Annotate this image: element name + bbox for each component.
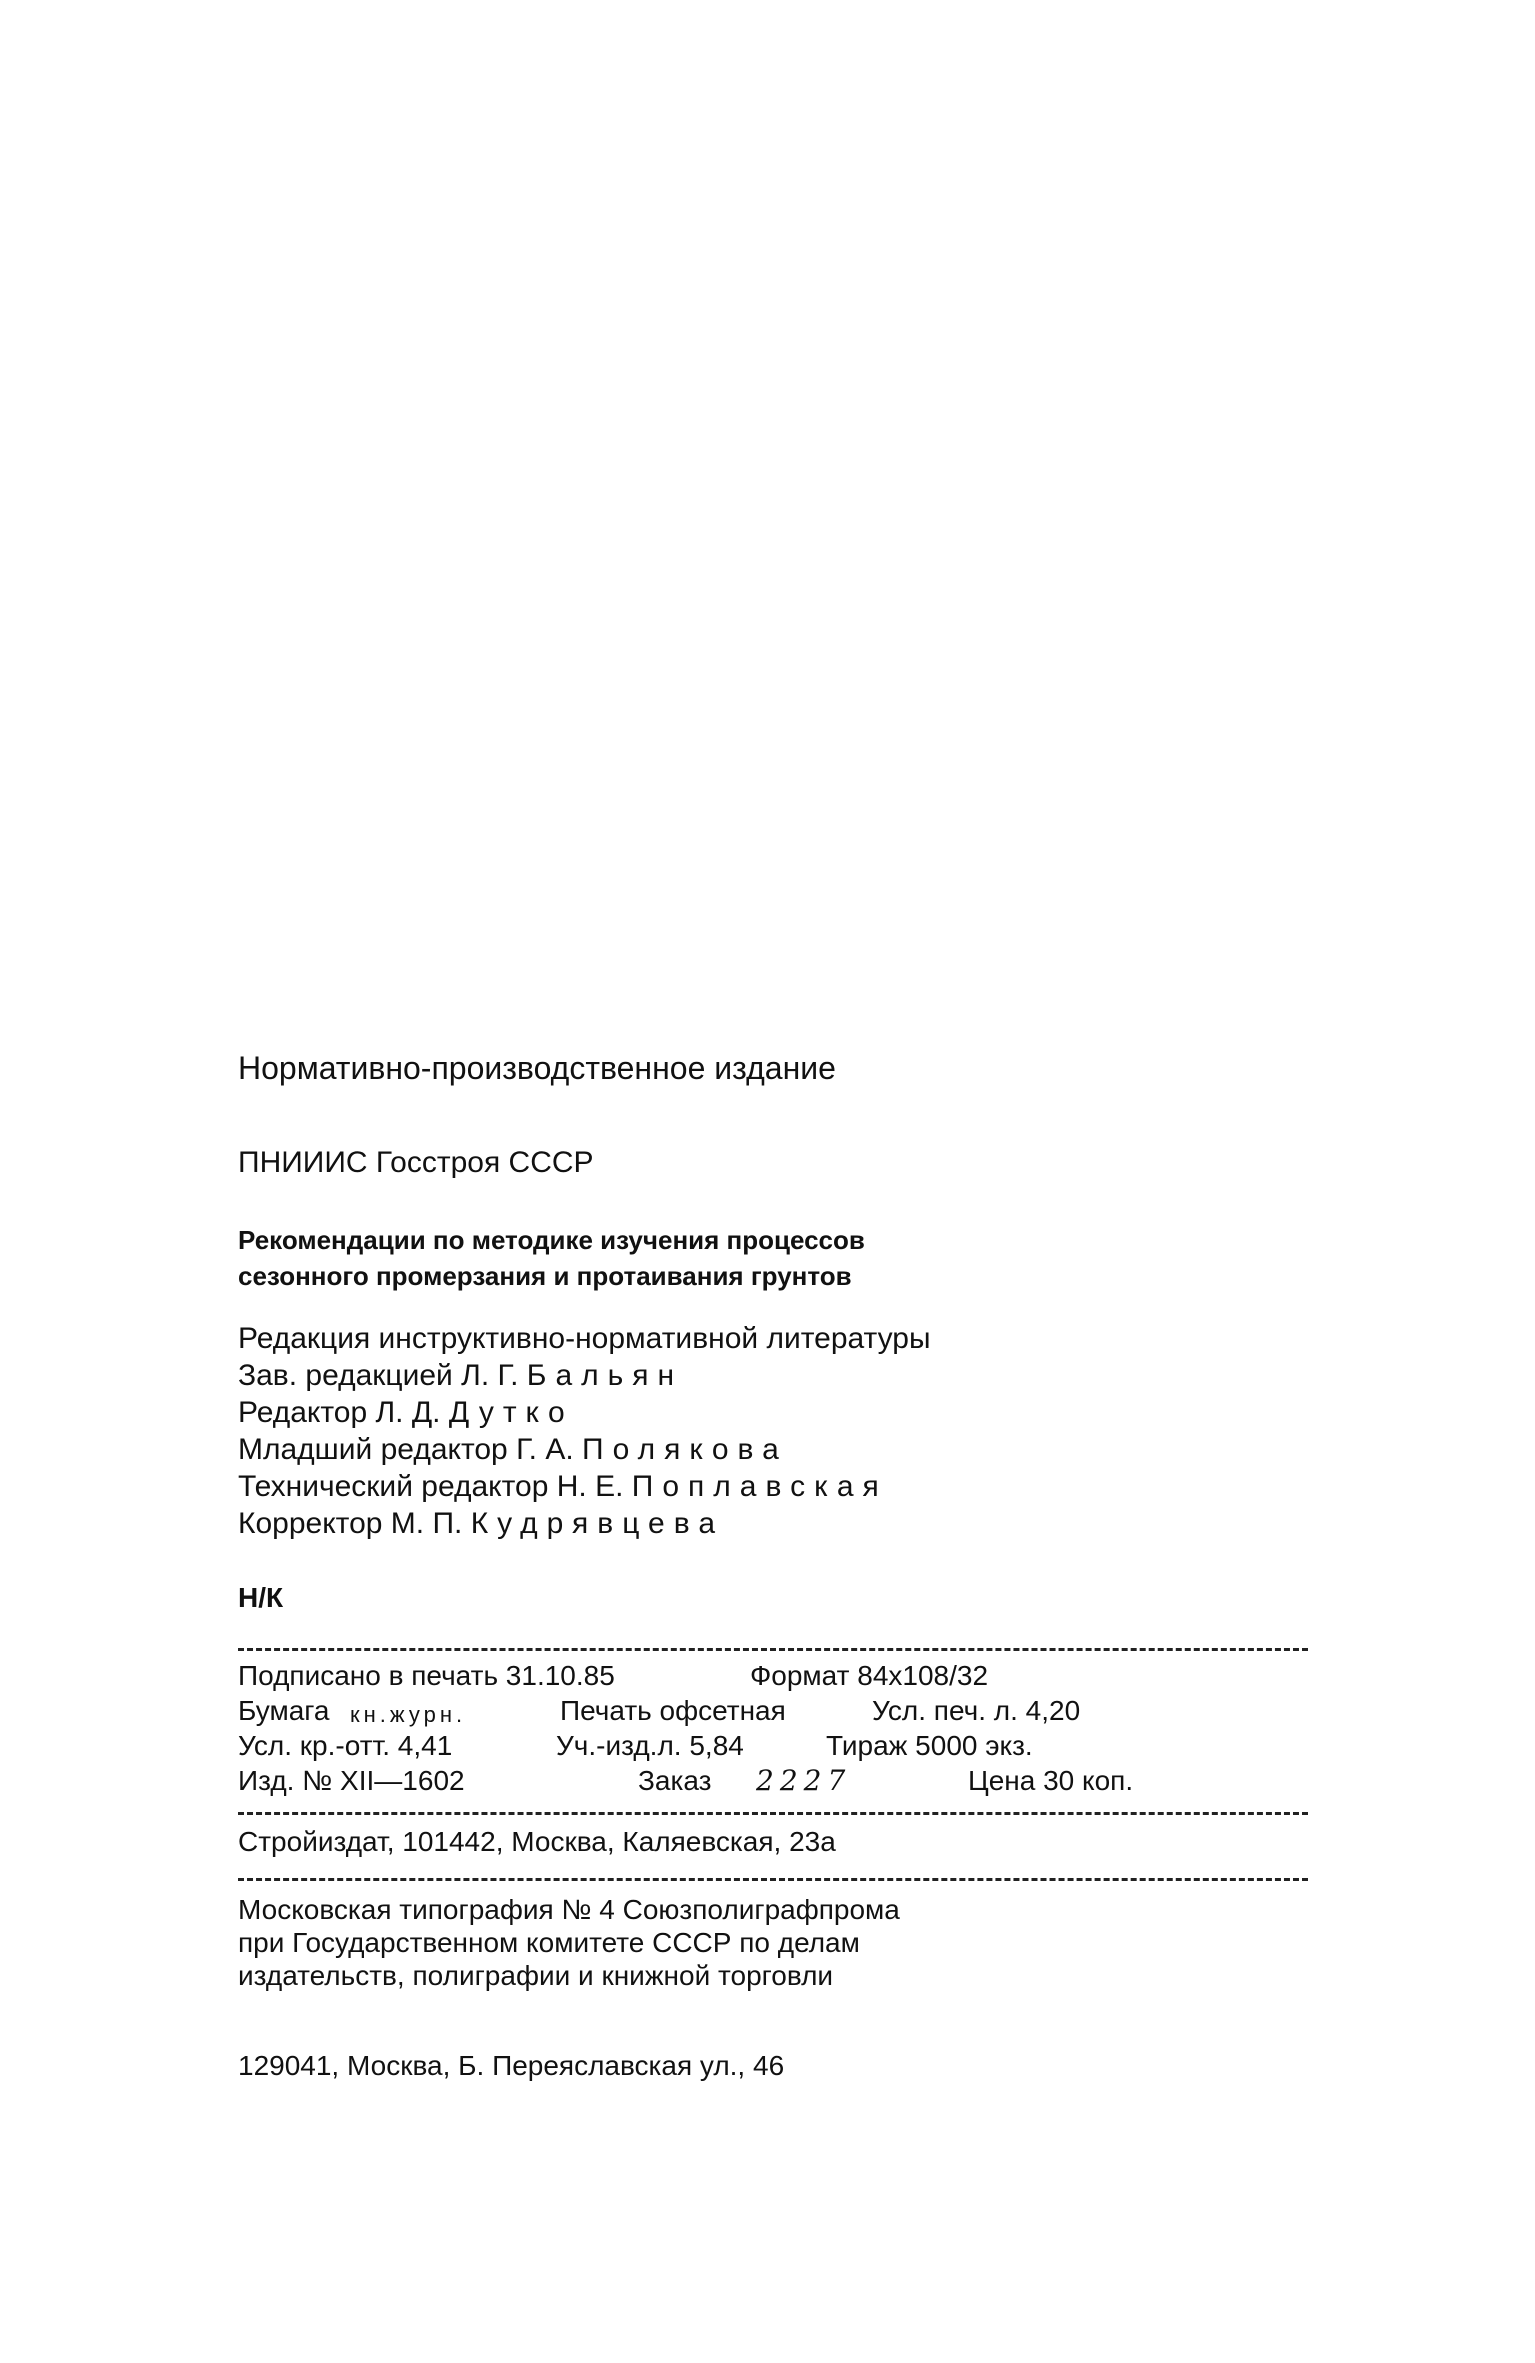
divider — [238, 1812, 1308, 1815]
format: Формат 84x108/32 — [750, 1660, 989, 1691]
signed-to-print: Подписано в печать 31.10.85 — [238, 1660, 615, 1691]
printer-line-1: Московская типография № 4 Союзполиграфпрома — [238, 1894, 900, 1925]
order-number: 2227 — [756, 1764, 852, 1797]
title-line-2: сезонного промерзания и протаивания грунтов — [238, 1261, 852, 1291]
print-info-row — [238, 1728, 1308, 1763]
printer-address: 129041, Москва, Б. Переяславская ул., 46 — [238, 2050, 785, 2081]
organization: ПНИИИС Госстроя СССР — [238, 1146, 594, 1179]
junior-editor — [238, 1431, 931, 1468]
print-info-row — [238, 1693, 1308, 1728]
print-info — [238, 1658, 1308, 1798]
paper-value: кн.журн. — [350, 1702, 467, 1727]
print-type: Печать офсетная — [560, 1695, 786, 1726]
edition-number: Изд. № XII—1602 — [238, 1765, 465, 1796]
paper-label: Бумага — [238, 1695, 330, 1726]
head-label: Зав. редакцией Л. Г. — [238, 1359, 519, 1392]
proofreader-name: Кудрявцева — [470, 1507, 725, 1540]
editor-name: Дутко — [448, 1396, 574, 1429]
title-line-1: Рекомендации по методике изучения процессов — [238, 1225, 865, 1255]
print-info-row — [238, 1658, 1308, 1693]
nk-mark: Н/К — [238, 1582, 284, 1613]
publisher: Стройиздат, 101442, Москва, Каляевская, 23а — [238, 1826, 836, 1857]
head-of-office — [238, 1357, 931, 1394]
editorial-office: Редакция инструктивно-нормативной литературы — [238, 1322, 931, 1355]
printing-house — [238, 1893, 900, 1992]
print-run: Тираж 5000 экз. — [826, 1730, 1033, 1761]
technical-editor-label: Технический редактор Н. Е. — [238, 1470, 624, 1503]
printer-line-2: при Государственном комитете СССР по делам — [238, 1927, 860, 1958]
edition-type: Нормативно-производственное издание — [238, 1050, 836, 1086]
document-title — [238, 1222, 865, 1294]
junior-editor-label: Младший редактор Г. А. — [238, 1433, 574, 1466]
divider — [238, 1878, 1308, 1881]
proofreader-label: Корректор М. П. — [238, 1507, 463, 1540]
printer-line-3: издательств, полиграфии и книжной торговли — [238, 1960, 834, 1991]
junior-editor-name: Полякова — [582, 1433, 788, 1466]
publishing-sheets: Уч.-изд.л. 5,84 — [556, 1730, 744, 1761]
editor — [238, 1394, 931, 1431]
head-name: Бальян — [526, 1359, 684, 1392]
technical-editor — [238, 1468, 931, 1505]
order-label: Заказ — [638, 1765, 712, 1796]
divider — [238, 1648, 1308, 1651]
conventional-sheets: Усл. печ. л. 4,20 — [872, 1695, 1081, 1726]
editor-label: Редактор Л. Д. — [238, 1396, 441, 1429]
proofreader — [238, 1505, 931, 1542]
editorial-staff — [238, 1320, 931, 1542]
print-info-row — [238, 1763, 1308, 1798]
price: Цена 30 коп. — [968, 1765, 1134, 1796]
technical-editor-name: Поплавская — [631, 1470, 888, 1503]
conventional-prints: Усл. кр.-отт. 4,41 — [238, 1730, 453, 1761]
